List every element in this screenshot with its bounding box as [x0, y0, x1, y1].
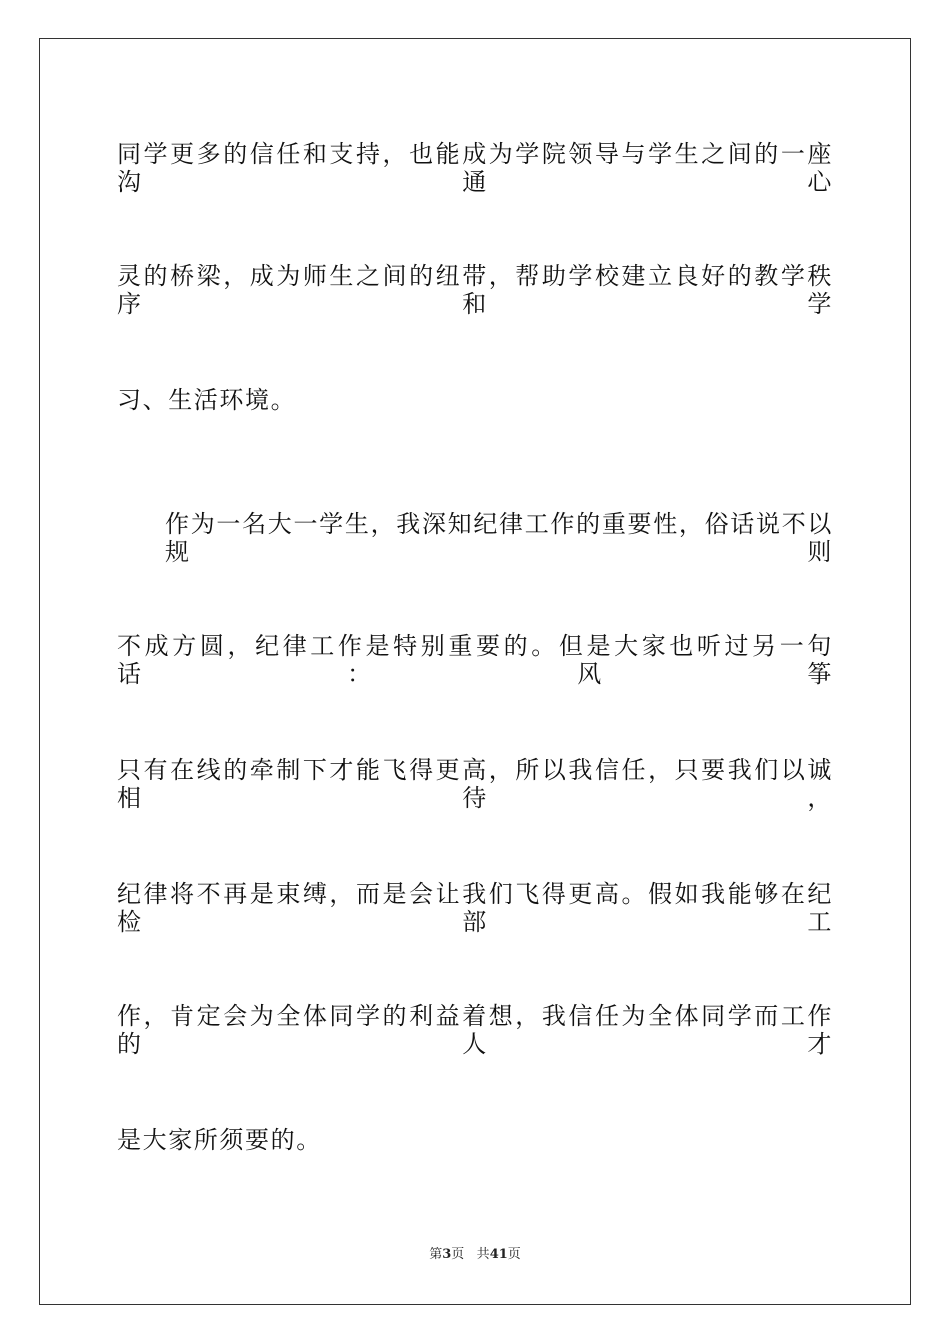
paragraph-line: 习、生活环境。: [117, 386, 297, 414]
paragraph-line: 灵的桥梁，成为师生之间的纽带，帮助学校建立良好的教学秩序和学: [117, 262, 833, 318]
paragraph-line: 同学更多的信任和支持，也能成为学院领导与学生之间的一座沟通心: [117, 140, 833, 196]
total-pages: 41: [489, 1247, 508, 1262]
paragraph-line: 纪律将不再是束缚，而是会让我们飞得更高。假如我能够在纪检部工: [117, 880, 833, 936]
page-number: 3: [442, 1247, 452, 1262]
paragraph-line: 作为一名大一学生，我深知纪律工作的重要性，俗话说不以规则: [165, 510, 833, 566]
paragraph-line: 作，肯定会为全体同学的利益着想，我信任为全体同学而工作的人才: [117, 1002, 833, 1058]
total-prefix: 共: [476, 1247, 490, 1262]
paragraph-line: 不成方圆，纪律工作是特别重要的。但是大家也听过另一句话：风筝: [117, 632, 833, 688]
paragraph-line: 只有在线的牵制下才能飞得更高，所以我信任，只要我们以诚相待，: [117, 756, 833, 812]
page-suffix: 页: [451, 1247, 465, 1262]
page-footer: [0, 1246, 950, 1264]
page-prefix: 第: [429, 1247, 443, 1262]
total-suffix: 页: [507, 1247, 521, 1262]
paragraph-line: 是大家所须要的。: [117, 1126, 322, 1154]
